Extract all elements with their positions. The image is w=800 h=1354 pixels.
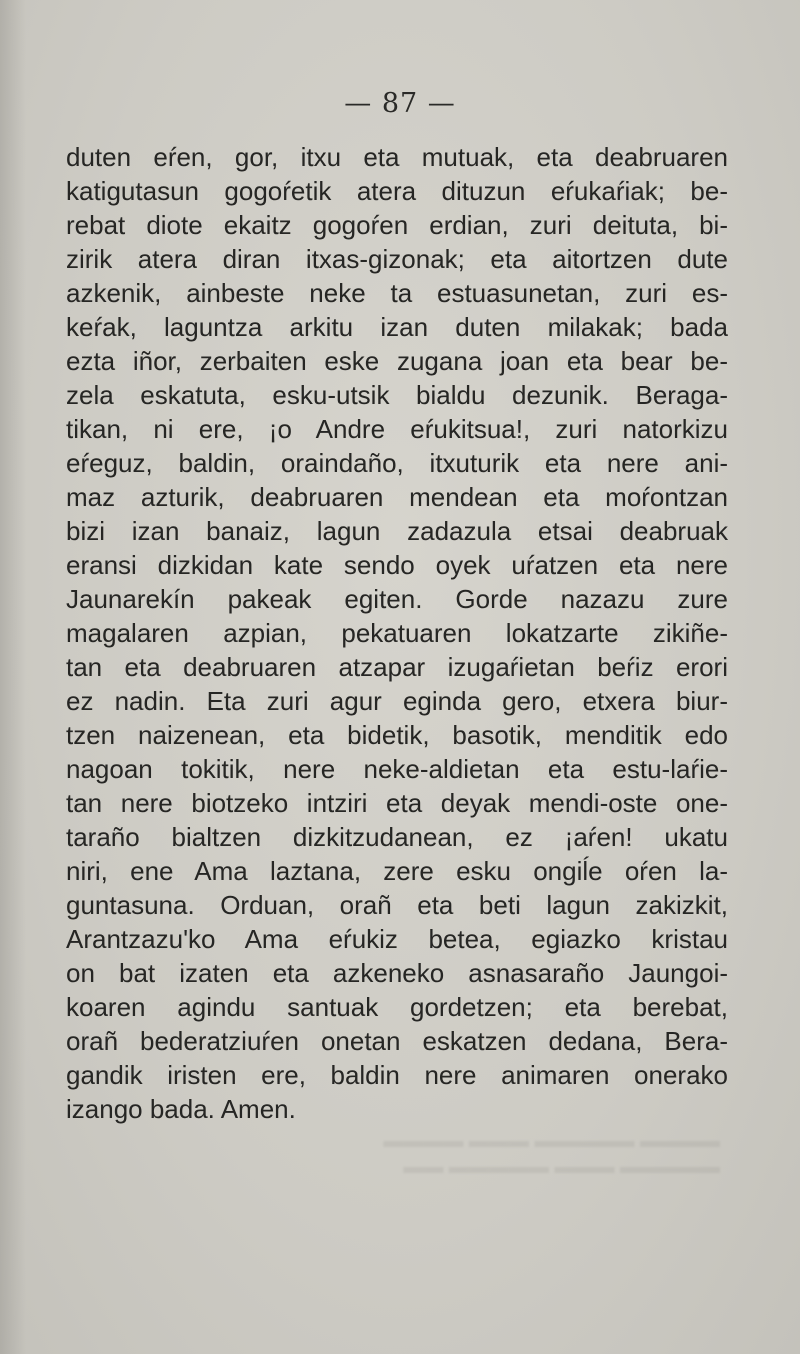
text-line: magalaren azpian, pekatuaren lokatzarte zikiñe- — [66, 618, 728, 648]
text-line: orañ bederatziuŕen onetan eskatzen dedana, Bera- — [66, 1026, 728, 1056]
text-line: izango bada. Amen. — [66, 1094, 296, 1124]
text-line: maz azturik, deabruaren mendean eta moŕontzan — [66, 482, 728, 512]
text-line: rebat diote ekaitz gogoŕen erdian, zuri deituta, bi- — [66, 210, 728, 240]
page-gutter-shadow — [0, 0, 26, 1354]
text-line: on bat izaten eta azkeneko asnasaraño Jaungoi- — [66, 958, 728, 988]
page-number: — 87 — — [344, 88, 456, 119]
text-line: Arantzazu'ko Ama eŕukiz betea, egiazko kristau — [66, 924, 728, 954]
text-line: katigutasun gogoŕetik atera dituzun eŕukaŕiak; be- — [66, 176, 728, 206]
text-line: tikan, ni ere, ¡o Andre eŕukitsua!, zuri natorkizu — [66, 414, 728, 444]
text-line: keŕak, laguntza arkitu izan duten milakak; bada — [66, 312, 728, 342]
text-line: zirik atera diran itxas-gizonak; eta aitortzen dute — [66, 244, 728, 274]
text-line: Jaunarekín pakeak egiten. Gorde nazazu zure — [66, 584, 728, 614]
text-line: ezta iñor, zerbaiten eske zugana joan eta bear be- — [66, 346, 728, 376]
text-line: zela eskatuta, esku-utsik bialdu dezunik. Beraga- — [66, 380, 728, 410]
prayer-text-block — [66, 140, 728, 1126]
text-line: taraño bialtzen dizkitzudanean, ez ¡aŕen! ukatu — [66, 822, 728, 852]
text-line: tan eta deabruaren atzapar izugaŕietan beŕiz erori — [66, 652, 728, 682]
text-line: bizi izan banaiz, lagun zadazula etsai deabruak — [66, 516, 728, 546]
text-line: tzen naizenean, eta bidetik, basotik, menditik edo — [66, 720, 728, 750]
text-line: gandik iristen ere, baldin nere animaren onerako — [66, 1060, 728, 1090]
text-line: ez nadin. Eta zuri agur eginda gero, etxera biur- — [66, 686, 728, 716]
text-line: guntasuna. Orduan, orañ eta beti lagun zakizkit, — [66, 890, 728, 920]
text-line: eŕeguz, baldin, oraindaño, itxuturik eta nere ani- — [66, 448, 728, 478]
text-line: koaren agindu santuak gordetzen; eta berebat, — [66, 992, 728, 1022]
text-line: niri, ene Ama laztana, zere esku ongiĺe oŕen la- — [66, 856, 728, 886]
text-line: azkenik, ainbeste neke ta estuasunetan, zuri es- — [66, 278, 728, 308]
show-through-bleed: ▬▬▬▬ ▬▬▬▬▬ ▬▬▬ ▬▬▬▬ ▬▬▬▬▬ ▬▬▬ ▬▬▬▬▬ ▬▬ — [383, 1130, 720, 1178]
text-line: nagoan tokitik, nere neke-aldietan eta estu-laŕie- — [66, 754, 728, 784]
text-line: tan nere biotzeko intziri eta deyak mendi-oste one- — [66, 788, 728, 818]
text-line: duten eŕen, gor, itxu eta mutuak, eta deabruaren — [66, 142, 728, 172]
text-line: eransi dizkidan kate sendo oyek uŕatzen eta nere — [66, 550, 728, 580]
